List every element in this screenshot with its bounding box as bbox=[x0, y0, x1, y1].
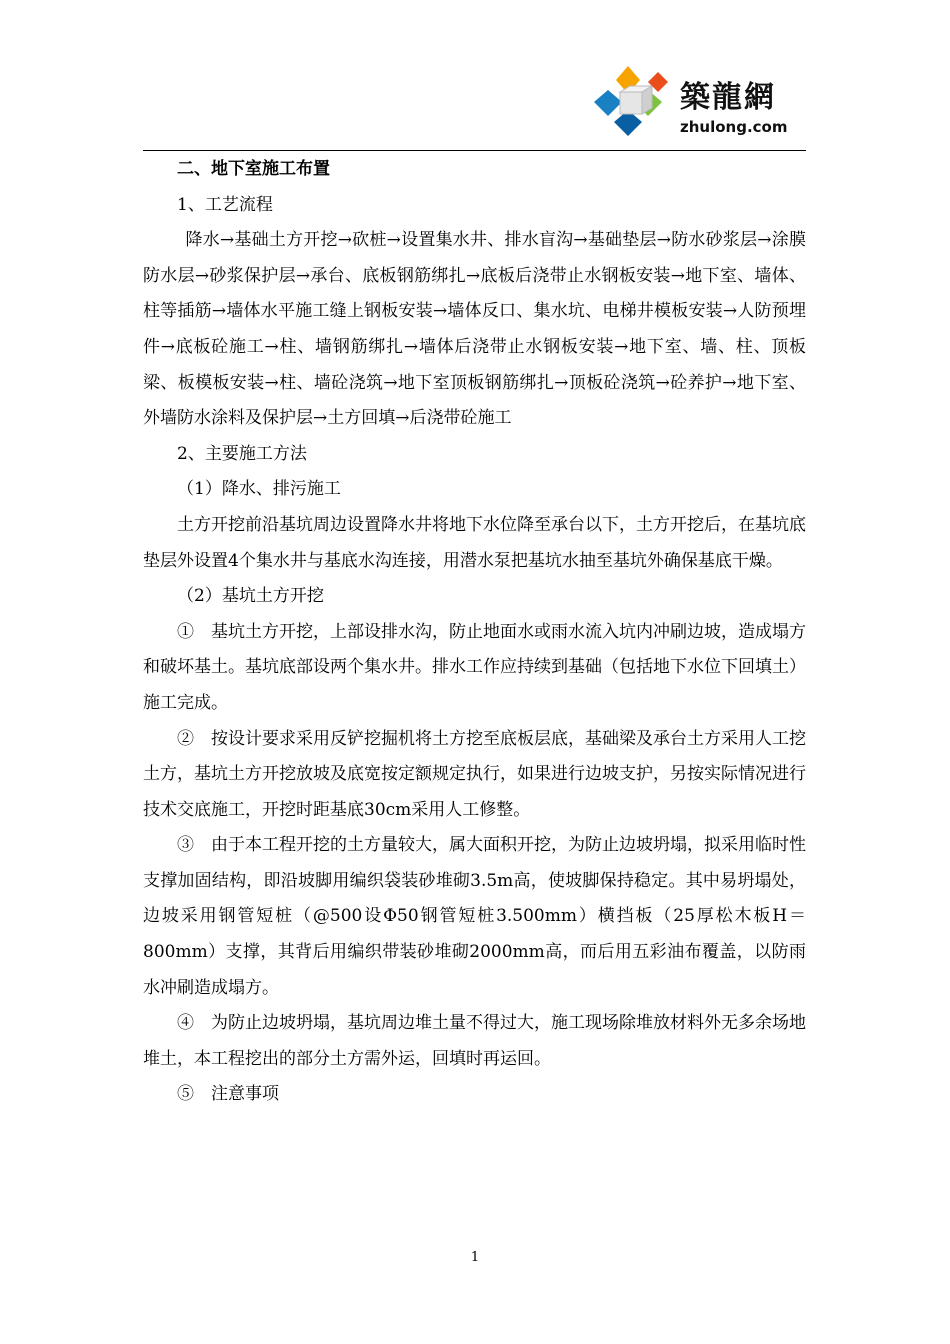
subsection-title-process: 1、工艺流程 bbox=[177, 194, 273, 215]
zhulong-logo-icon bbox=[592, 62, 676, 142]
logo-english-text: zhulong.com bbox=[680, 118, 788, 136]
process-flow-paragraph: 降水→基础土方开挖→砍桩→设置集水井、排水盲沟→基础垫层→防水砂浆层→涂膜防水层→砂浆保护层→承台、底板钢筋绑扎→底板后浇带止水钢板安装→地下室、墙体、柱等插筋→墙体水平施工缝上钢板安装→墙体反口、集水坑、电梯井模板安装→人防预埋件→底板砼施工→柱、墙钢筋绑扎→墙体后浇带止水钢板安装→地下室、墙、柱、顶板梁、板模板安装→柱、墙砼浇筑→地下室顶板钢筋绑扎→顶板砼浇筑→砼养护→地下室、外墙防水涂料及保护层→土方回填→后浇带砼施工 bbox=[143, 230, 806, 429]
excavation-point-3: ③ 由于本工程开挖的土方量较大，属大面积开挖，为防止边坡坍塌，拟采用临时性支撑加固结构，即沿坡脚用编织袋装砂堆砌3.5m高，使坡脚保持稳定。其中易坍塌处，边坡采用钢管短桩（@500设Φ50钢管短桩3.500mm）横挡板（25厚松木板H＝800mm）支撑，其背后用编织带装砂堆砌2000mm高，而后用五彩油布覆盖，以防雨水冲刷造成塌方。 bbox=[143, 835, 806, 998]
logo-chinese-text: 築龍網 bbox=[680, 80, 776, 115]
zhulong-logo bbox=[592, 62, 812, 142]
header-rule bbox=[143, 150, 806, 151]
document-body bbox=[143, 152, 806, 1113]
excavation-point-5: ⑤ 注意事项 bbox=[177, 1084, 279, 1105]
excavation-point-2: ② 按设计要求采用反铲挖掘机将土方挖至底板层底，基础梁及承台土方采用人工挖土方，基坑土方开挖放坡及底宽按定额规定执行，如果进行边坡支护，另按实际情况进行技术交底施工，开挖时距基底30cm采用人工修整。 bbox=[143, 728, 806, 820]
subsection-title-methods: 2、主要施工方法 bbox=[177, 443, 307, 464]
page-number: 1 bbox=[470, 1250, 480, 1265]
item-title-excavation: （2）基坑土方开挖 bbox=[177, 586, 324, 607]
section-title: 二、地下室施工布置 bbox=[177, 159, 330, 179]
dewatering-paragraph: 土方开挖前沿基坑周边设置降水井将地下水位降至承台以下，土方开挖后，在基坑底垫层外设置4个集水井与基底水沟连接，用潜水泵把基坑水抽至基坑外确保基底干燥。 bbox=[143, 514, 806, 571]
excavation-point-1: ① 基坑土方开挖，上部设排水沟，防止地面水或雨水流入坑内冲刷边坡，造成塌方和破坏基土。基坑底部设两个集水井。排水工作应持续到基础（包括地下水位下回填土）施工完成。 bbox=[143, 621, 806, 713]
excavation-point-4: ④ 为防止边坡坍塌，基坑周边堆土量不得过大，施工现场除堆放材料外无多余场地堆土，本工程挖出的部分土方需外运，回填时再运回。 bbox=[143, 1013, 806, 1069]
item-title-dewatering: （1）降水、排污施工 bbox=[177, 479, 341, 500]
